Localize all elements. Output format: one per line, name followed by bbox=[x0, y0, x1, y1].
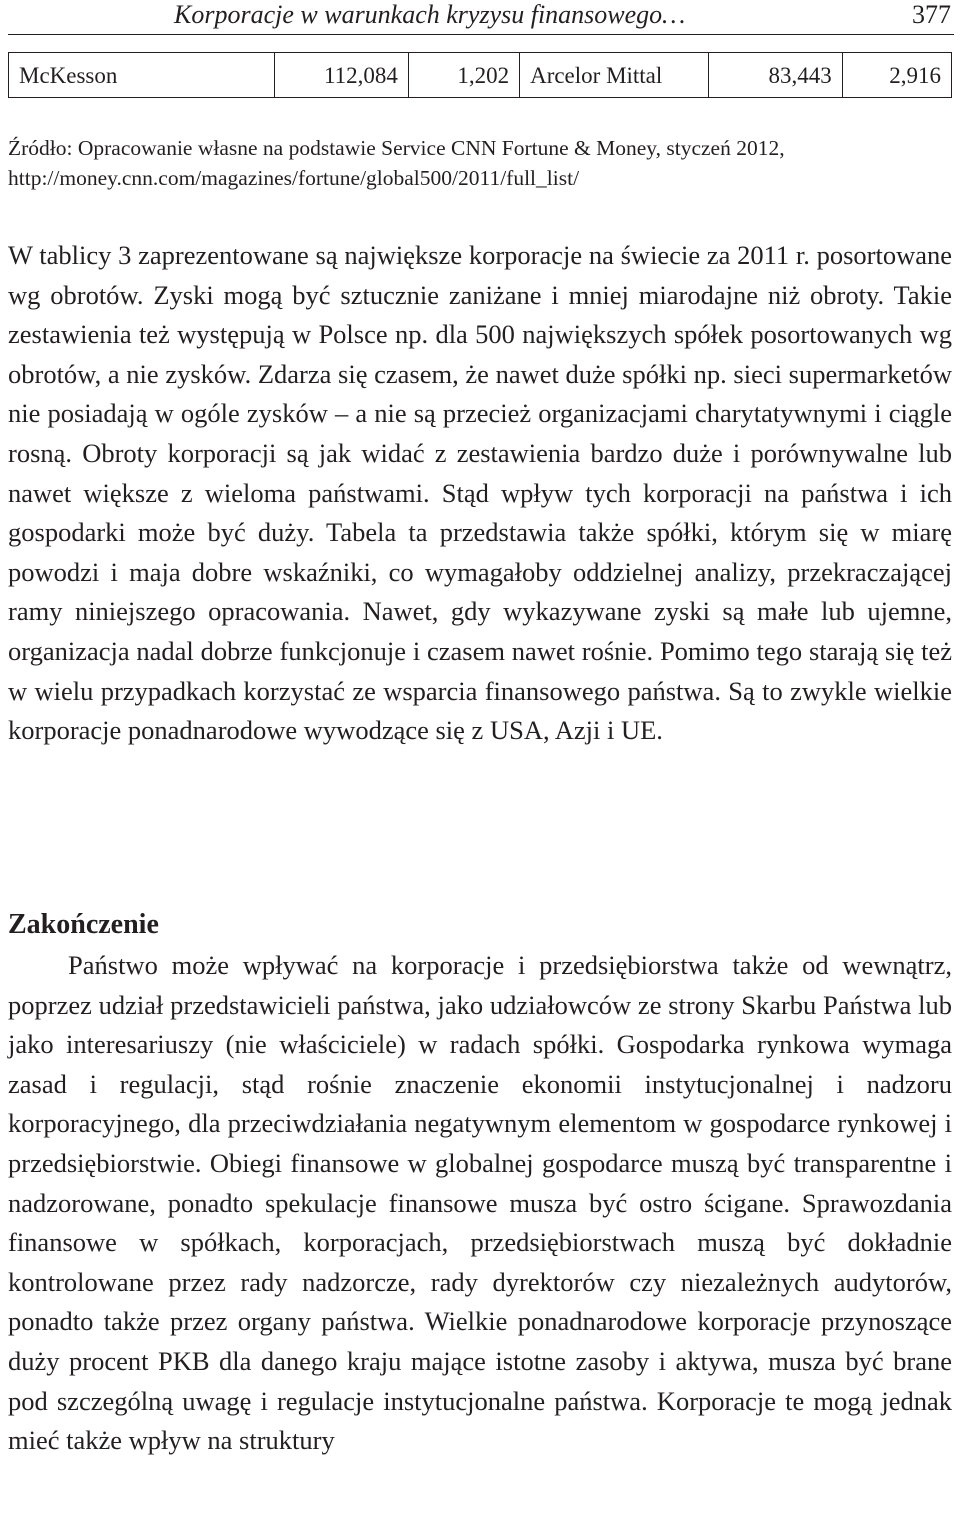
company-name-cell: Arcelor Mittal bbox=[520, 53, 709, 98]
body-paragraph: W tablicy 3 zaprezentowane są największe korporacje na świecie za 2011 r. posortowane wg obrotów. Zyski mogą być sztucznie zaniżane i mniej miarodajne niż obroty. Takie zestawienia też występują w Polsce np. dla 500 największych spółek posortowanych wg obrotów, a nie zysków. Zdarza się czasem, że nawet duże spółki np. sieci supermarketów nie posiadają w ogóle zysków – a nie są przecież organizacjami charytatywnymi i ciągle rosną. Obroty korporacji są jak widać z zestawienia bardzo duże i porównywalne lub nawet większe z wieloma państwami. Stąd wpływ tych korporacji na państwa i ich gospodarki może być duży. Tabela ta przedstawia także spółki, którym się w miarę powodzi i maja dobre wskaźniki, co wymagałoby oddzielnej analizy, przekraczającej ramy niniejszego opracowania. Nawet, gdy wykazywane zyski są małe lub ujemne, organizacja nadal dobrze funkcjonuje i czasem nawet rośnie. Pomimo tego starają się też w wielu przypadkach korzystać ze wsparcia finansowego państwa. Są to zwykle wielkie korporacje ponadnarodowe wywodzące się z USA, Azji i UE. bbox=[8, 240, 952, 746]
revenue-cell: 83,443 bbox=[709, 53, 842, 98]
page-number: 377 bbox=[912, 0, 951, 29]
profit-cell: 1,202 bbox=[408, 53, 519, 98]
section-heading: Zakończenie bbox=[8, 909, 159, 940]
table-row bbox=[9, 53, 952, 98]
company-name-cell: McKesson bbox=[9, 53, 275, 98]
table-source-note: Źródło: Opracowanie własne na podstawie Service CNN Fortune & Money, styczeń 2012, http://money.cnn.com/magazines/fortune/global500/2011/full_list/ bbox=[8, 136, 785, 190]
corporations-table bbox=[8, 52, 952, 98]
revenue-cell: 112,084 bbox=[274, 53, 408, 98]
body-paragraph: Państwo może wpływać na korporacje i przedsiębiorstwa także od wewnątrz, poprzez udział przedstawicieli państwa, jako udziałowców ze strony Skarbu Państwa lub jako interesariuszy (nie właściciele) w radach spółki. Gospodarka rynkowa wymaga zasad i regulacji, stąd rośnie znaczenie ekonomii instytucjonalnej i nadzoru korporacyjnego, dla przeciwdziałania negatywnym elementom w gospodarce rynkowej i przedsiębiorstwie. Obiegi finansowe w globalnej gospodarce muszą być transparentne i nadzorowane, ponadto spekulacje finansowe musza być ostro ścigane. Sprawozdania finansowe w spółkach, korporacjach, przedsiębiorstwach muszą być dokładnie kontrolowane przez rady nadzorcze, rady dyrektorów czy niezależnych audytorów, ponadto także przez organy państwa. Wielkie ponadnarodowe korporacje przynoszące duży procent PKB dla danego kraju mające istotne zasoby i aktywa, musza być brane pod szczególną uwagę i regulacje instytucjonalne państwa. Korporacje te mogą jednak mieć także wpływ na struktury bbox=[8, 950, 952, 1456]
profit-cell: 2,916 bbox=[842, 53, 951, 98]
running-header bbox=[8, 0, 954, 35]
running-header-title: Korporacje w warunkach kryzysu finansowego… bbox=[174, 0, 686, 29]
